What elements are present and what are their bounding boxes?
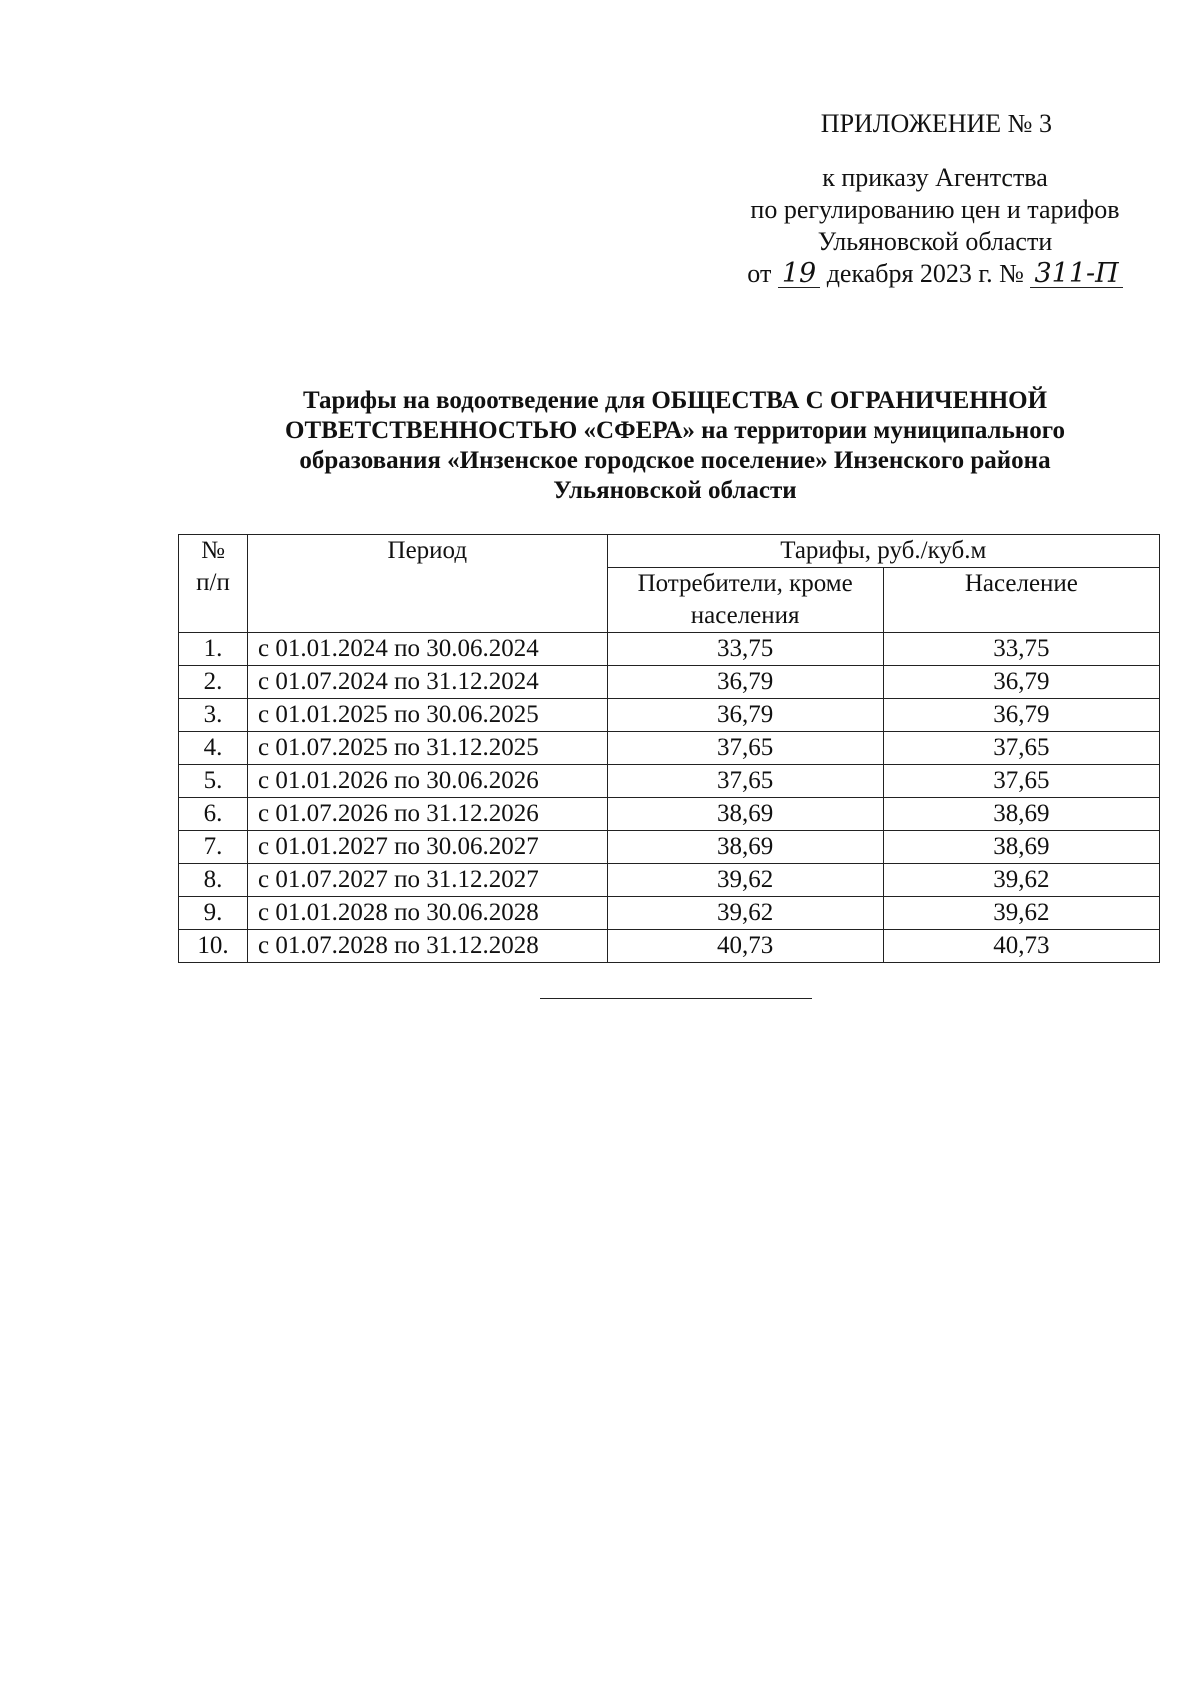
population-tariff-cell: 37,65	[883, 765, 1159, 798]
period-cell: с 01.01.2026 по 30.06.2026	[248, 765, 607, 798]
period-cell: с 01.01.2028 по 30.06.2028	[248, 897, 607, 930]
date-prefix: от	[747, 259, 772, 288]
table-row	[179, 699, 1160, 732]
row-number-cell: 10.	[179, 930, 248, 963]
row-number-cell: 2.	[179, 666, 248, 699]
header-period: Период	[248, 535, 607, 633]
title-line-2: ОТВЕТСТВЕННОСТЬЮ «СФЕРА» на территории муниципального	[285, 417, 1065, 444]
title-line-4: Ульяновской области	[553, 477, 797, 504]
handwritten-day: 19	[778, 261, 820, 288]
row-number-cell: 9.	[179, 897, 248, 930]
consumers-tariff-cell: 37,65	[607, 732, 883, 765]
order-date-line	[720, 258, 1150, 290]
order-reference-line-2: по регулированию цен и тарифов	[750, 195, 1120, 224]
consumers-tariff-cell: 38,69	[607, 798, 883, 831]
row-number-cell: 1.	[179, 633, 248, 666]
period-cell: с 01.01.2024 по 30.06.2024	[248, 633, 607, 666]
order-reference-line-1: к приказу Агентства	[822, 163, 1048, 192]
annex-header	[720, 108, 1150, 290]
period-cell: с 01.07.2024 по 31.12.2024	[248, 666, 607, 699]
period-cell: с 01.07.2027 по 31.12.2027	[248, 864, 607, 897]
period-cell: с 01.01.2025 по 30.06.2025	[248, 699, 607, 732]
period-cell: с 01.01.2027 по 30.06.2027	[248, 831, 607, 864]
row-number-cell: 3.	[179, 699, 248, 732]
population-tariff-cell: 38,69	[883, 798, 1159, 831]
header-consumers-line-1: Потребители, кроме	[637, 570, 853, 597]
tariffs-table	[178, 534, 1160, 963]
table-row	[179, 732, 1160, 765]
population-tariff-cell: 38,69	[883, 831, 1159, 864]
population-tariff-cell: 39,62	[883, 897, 1159, 930]
consumers-tariff-cell: 36,79	[607, 666, 883, 699]
table-row	[179, 633, 1160, 666]
population-tariff-cell: 33,75	[883, 633, 1159, 666]
row-number-cell: 8.	[179, 864, 248, 897]
period-cell: с 01.07.2028 по 31.12.2028	[248, 930, 607, 963]
table-row	[179, 831, 1160, 864]
date-rest: декабря 2023 г. №	[826, 259, 1024, 288]
header-consumers-line-2: населения	[690, 602, 800, 629]
consumers-tariff-cell: 36,79	[607, 699, 883, 732]
end-divider	[540, 998, 812, 999]
row-number-cell: 4.	[179, 732, 248, 765]
population-tariff-cell: 37,65	[883, 732, 1159, 765]
table-header-row	[179, 535, 1160, 568]
title-line-3: образования «Инзенское городское поселение» Инзенского района	[299, 447, 1051, 474]
population-tariff-cell: 40,73	[883, 930, 1159, 963]
consumers-tariff-cell: 39,62	[607, 864, 883, 897]
header-population: Население	[883, 568, 1159, 633]
consumers-tariff-cell: 33,75	[607, 633, 883, 666]
title-line-1: Тарифы на водоотведение для ОБЩЕСТВА С ОГРАНИЧЕННОЙ	[302, 387, 1048, 414]
consumers-tariff-cell: 40,73	[607, 930, 883, 963]
consumers-tariff-cell: 38,69	[607, 831, 883, 864]
row-number-cell: 6.	[179, 798, 248, 831]
table-row	[179, 864, 1160, 897]
row-number-cell: 7.	[179, 831, 248, 864]
row-number-cell: 5.	[179, 765, 248, 798]
table-row	[179, 897, 1160, 930]
table-row	[179, 930, 1160, 963]
period-cell: с 01.07.2026 по 31.12.2026	[248, 798, 607, 831]
order-reference-line-3: Ульяновской области	[817, 227, 1053, 256]
consumers-tariff-cell: 37,65	[607, 765, 883, 798]
handwritten-order-number: 311-П	[1030, 261, 1122, 288]
population-tariff-cell: 36,79	[883, 699, 1159, 732]
table-row	[179, 765, 1160, 798]
table-row	[179, 798, 1160, 831]
table-row	[179, 666, 1160, 699]
annex-title: ПРИЛОЖЕНИЕ № 3	[820, 109, 1052, 138]
document-title	[200, 386, 1150, 506]
header-tariffs: Тарифы, руб./куб.м	[607, 535, 1159, 568]
header-consumers	[607, 568, 883, 633]
header-num-line-1: №	[201, 537, 225, 564]
population-tariff-cell: 36,79	[883, 666, 1159, 699]
consumers-tariff-cell: 39,62	[607, 897, 883, 930]
header-num	[179, 535, 248, 633]
population-tariff-cell: 39,62	[883, 864, 1159, 897]
period-cell: с 01.07.2025 по 31.12.2025	[248, 732, 607, 765]
header-num-line-2: п/п	[196, 569, 230, 596]
